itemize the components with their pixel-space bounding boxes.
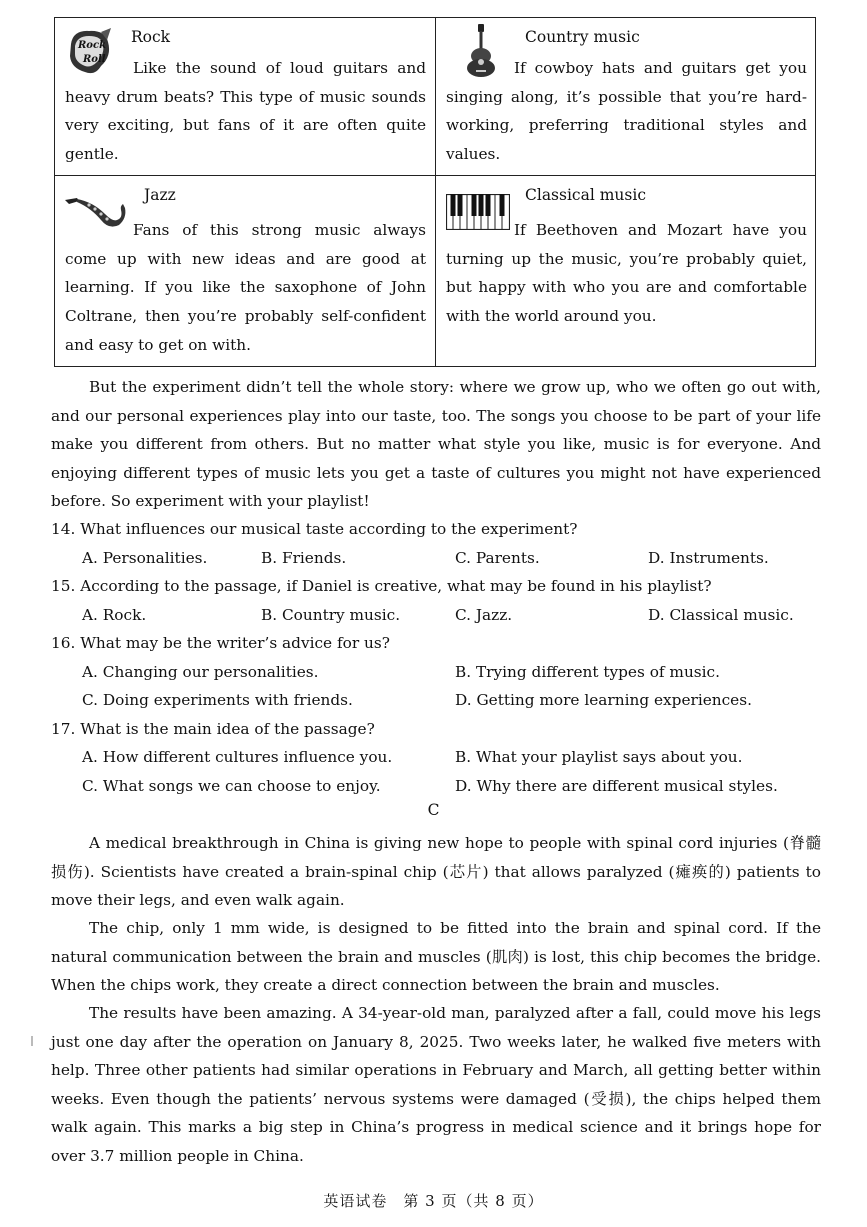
page-footer: 英语试卷 第 3 页（共 8 页） xyxy=(323,1192,544,1210)
option-d[interactable]: D. Getting more learning experiences. xyxy=(455,691,752,709)
card-title: Classical music xyxy=(525,186,647,204)
svg-text:Roll: Roll xyxy=(83,54,106,65)
music-styles-table xyxy=(54,17,816,367)
card-rock xyxy=(55,18,435,175)
question-15: 15. According to the passage, if Daniel is creative, what may be found in his playlist? xyxy=(51,577,712,595)
card-title: Jazz xyxy=(144,186,176,204)
svg-text:Rock: Rock xyxy=(78,40,106,51)
card-text: If Beethoven and Mozart have you turning up the music, you’re probably quiet, but happy with who you are and comfortable with the world around you. xyxy=(446,221,807,326)
card-jazz xyxy=(55,176,435,366)
option-b[interactable]: B. What your playlist says about you. xyxy=(455,748,743,766)
passage-b-conclusion: But the experiment didn’t tell the whole story: where we grow up, who we often go out with, and our personal experiences play into our taste, too. The songs you choose to be part of your life make you different from others. But no matter what style you like, music is for everyone. And enjoying different types of music lets you get a taste of cultures you might not have experienced before. So experiment with your playlist! xyxy=(51,378,821,510)
option-a[interactable]: A. Rock. xyxy=(82,606,147,624)
section-c-heading: C xyxy=(427,801,440,819)
card-text: Fans of this strong music always come up with new ideas and are good at learning. If you like the saxophone of John Coltrane, then you’re probably self-confident and easy to get on with. xyxy=(65,221,426,354)
option-c[interactable]: C. Jazz. xyxy=(455,606,513,624)
question-16: 16. What may be the writer’s advice for us? xyxy=(51,634,390,652)
card-title: Rock xyxy=(131,28,171,46)
card-text: Like the sound of loud guitars and heavy drum beats? This type of music sounds very exciting, but fans of it are often quite gentle. xyxy=(65,59,426,164)
card-title: Country music xyxy=(525,28,640,46)
card-country-music xyxy=(436,18,816,175)
option-c[interactable]: C. Parents. xyxy=(455,549,540,567)
margin-mark xyxy=(31,1036,33,1046)
option-a[interactable]: A. Changing our personalities. xyxy=(82,663,319,681)
option-d[interactable]: D. Why there are different musical styles. xyxy=(455,777,778,795)
option-c[interactable]: C. What songs we can choose to enjoy. xyxy=(82,777,381,795)
passage-c-paragraph-3: The results have been amazing. A 34-year-old man, paralyzed after a fall, could move his legs just one day after the operation on January 8, 2025. Two weeks later, he walked five meters with help. Three other patients had similar operations in February and March, all getting better within weeks. Even though the patients’ nervous systems were damaged (受损), the chips helped them walk again. This marks a big step in China’s progress in medical science and it brings hope for over 3.7 million people in China. xyxy=(51,1004,821,1165)
option-a[interactable]: A. Personalities. xyxy=(82,549,208,567)
option-b[interactable]: B. Friends. xyxy=(261,549,347,567)
option-b[interactable]: B. Country music. xyxy=(261,606,401,624)
option-b[interactable]: B. Trying different types of music. xyxy=(455,663,720,681)
option-a[interactable]: A. How different cultures influence you. xyxy=(82,748,393,766)
passage-c-paragraph-1: A medical breakthrough in China is giving new hope to people with spinal cord injuries (脊髓损伤). Scientists have created a brain-spinal chip (芯片) that allows paralyzed (瘫痪的) patients to move their legs, and even walk again. xyxy=(51,834,821,909)
passage-c-paragraph-2: The chip, only 1 mm wide, is designed to be fitted into the brain and spinal cord. If the natural communication between the brain and muscles (肌肉) is lost, this chip becomes the bridge. When the chips work, they create a direct connection between the brain and muscles. xyxy=(51,919,821,994)
question-17: 17. What is the main idea of the passage? xyxy=(51,720,375,738)
card-classical-music xyxy=(436,176,816,366)
question-14: 14. What influences our musical taste according to the experiment? xyxy=(51,520,578,538)
option-c[interactable]: C. Doing experiments with friends. xyxy=(82,691,353,709)
card-text: If cowboy hats and guitars get you singing along, it’s possible that you’re hard-working, preferring traditional styles and values. xyxy=(446,59,807,164)
option-d[interactable]: D. Instruments. xyxy=(648,549,769,567)
option-d[interactable]: D. Classical music. xyxy=(648,606,794,624)
